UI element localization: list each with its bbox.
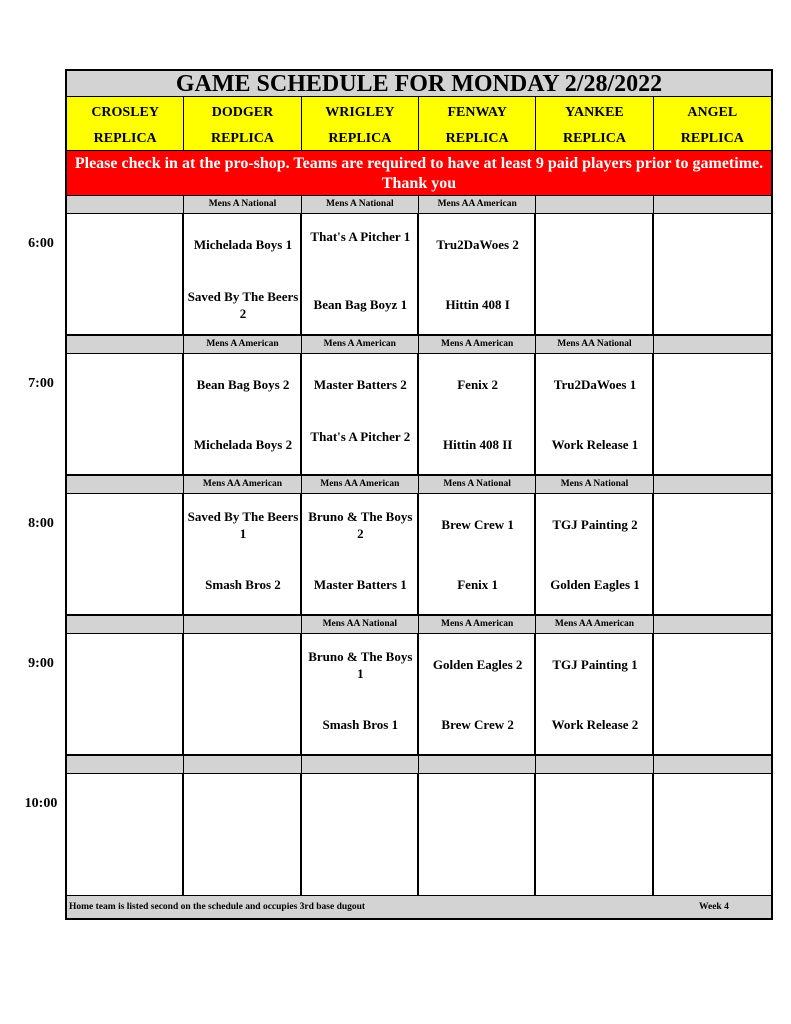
home-team: Fenix 1 bbox=[457, 577, 499, 592]
division-label: Mens AA National bbox=[536, 336, 653, 353]
game-cell bbox=[67, 494, 184, 614]
home-team: Hittin 408 II bbox=[442, 437, 513, 452]
field-header bbox=[419, 97, 536, 150]
division-label: Mens AA American bbox=[302, 476, 419, 493]
division-label bbox=[67, 336, 184, 353]
home-team: Hittin 408 I bbox=[445, 297, 510, 312]
time-label: 10:00 bbox=[24, 796, 58, 811]
game-cell bbox=[302, 214, 419, 334]
division-label bbox=[419, 756, 536, 773]
away-team: TGJ Painting 2 bbox=[552, 517, 638, 532]
game-block bbox=[67, 634, 771, 756]
game-cell bbox=[67, 214, 184, 334]
time-label: 6:00 bbox=[28, 236, 54, 251]
checkin-notice: Please check in at the pro-shop. Teams are required to have at least 9 paid players prior to gametime. Thank you bbox=[67, 150, 771, 196]
field-header bbox=[536, 97, 653, 150]
game-block bbox=[67, 214, 771, 336]
home-team: Work Release 2 bbox=[551, 717, 639, 732]
away-team: Master Batters 2 bbox=[313, 377, 407, 392]
game-cell bbox=[302, 774, 419, 895]
division-label bbox=[67, 756, 184, 773]
field-subtitle: REPLICA bbox=[93, 131, 157, 146]
game-block bbox=[67, 354, 771, 476]
division-label: Mens A National bbox=[536, 476, 653, 493]
field-name: FENWAY bbox=[447, 105, 507, 120]
away-team: That's A Pitcher 1 bbox=[310, 229, 411, 244]
game-cell bbox=[536, 354, 653, 474]
division-label bbox=[536, 196, 653, 213]
division-label: Mens AA American bbox=[536, 616, 653, 633]
game-cell bbox=[302, 494, 419, 614]
division-label: Mens A National bbox=[419, 476, 536, 493]
home-team: Saved By The Beers 2 bbox=[187, 289, 299, 321]
division-label bbox=[654, 476, 771, 493]
division-label bbox=[654, 196, 771, 213]
field-name: YANKEE bbox=[565, 105, 624, 120]
field-name: ANGEL bbox=[687, 105, 738, 120]
division-label bbox=[67, 476, 184, 493]
field-header bbox=[67, 97, 184, 150]
division-label: Mens A American bbox=[419, 336, 536, 353]
game-cell bbox=[419, 214, 536, 334]
away-team: Bruno & The Boys 2 bbox=[308, 509, 413, 541]
home-team: That's A Pitcher 2 bbox=[310, 429, 411, 444]
game-cell bbox=[184, 214, 301, 334]
game-cell bbox=[184, 634, 301, 754]
game-cell bbox=[536, 774, 653, 895]
game-cell bbox=[302, 634, 419, 754]
division-label: Mens A National bbox=[184, 196, 301, 213]
field-header bbox=[184, 97, 301, 150]
game-cell bbox=[67, 354, 184, 474]
field-header bbox=[654, 97, 771, 150]
division-label: Mens AA American bbox=[184, 476, 301, 493]
game-block bbox=[67, 774, 771, 895]
away-team: Bean Bag Boys 2 bbox=[196, 377, 290, 392]
away-team: Fenix 2 bbox=[457, 377, 499, 392]
field-name: DODGER bbox=[211, 105, 274, 120]
division-row bbox=[67, 476, 771, 494]
home-team: Smash Bros 1 bbox=[322, 717, 399, 732]
game-cell bbox=[419, 774, 536, 895]
game-cell bbox=[67, 634, 184, 754]
division-label: Mens A American bbox=[419, 616, 536, 633]
time-label: 7:00 bbox=[28, 376, 54, 391]
page-title: GAME SCHEDULE FOR MONDAY 2/28/2022 bbox=[67, 71, 771, 97]
field-header bbox=[302, 97, 419, 150]
game-cell bbox=[536, 634, 653, 754]
away-team: Golden Eagles 2 bbox=[432, 657, 523, 672]
field-subtitle: REPLICA bbox=[562, 131, 626, 146]
schedule-sheet bbox=[65, 69, 773, 920]
field-name: CROSLEY bbox=[91, 105, 159, 120]
game-block bbox=[67, 494, 771, 616]
home-team: Bean Bag Boyz 1 bbox=[313, 297, 408, 312]
game-cell bbox=[184, 774, 301, 895]
field-subtitle: REPLICA bbox=[210, 131, 274, 146]
game-cell bbox=[654, 774, 771, 895]
game-cell bbox=[419, 634, 536, 754]
division-row bbox=[67, 196, 771, 214]
division-label bbox=[302, 756, 419, 773]
division-label bbox=[536, 756, 653, 773]
away-team: Tru2DaWoes 2 bbox=[436, 237, 519, 252]
week-label: Week 4 bbox=[699, 902, 729, 912]
division-label bbox=[654, 336, 771, 353]
division-label bbox=[67, 616, 184, 633]
field-subtitle: REPLICA bbox=[328, 131, 392, 146]
away-team: Saved By The Beers 1 bbox=[187, 509, 299, 541]
field-subtitle: REPLICA bbox=[445, 131, 509, 146]
field-name: WRIGLEY bbox=[325, 105, 395, 120]
division-label: Mens A American bbox=[302, 336, 419, 353]
home-team: Master Batters 1 bbox=[313, 577, 407, 592]
away-team: Tru2DaWoes 1 bbox=[553, 377, 637, 392]
home-team: Brew Crew 2 bbox=[441, 717, 514, 732]
away-team: TGJ Painting 1 bbox=[552, 657, 638, 672]
game-cell bbox=[184, 354, 301, 474]
division-label bbox=[184, 616, 301, 633]
game-cell bbox=[419, 354, 536, 474]
division-row bbox=[67, 336, 771, 354]
game-cell bbox=[302, 354, 419, 474]
home-team-note: Home team is listed second on the schedule and occupies 3rd base dugout bbox=[69, 902, 366, 912]
field-subtitle: REPLICA bbox=[680, 131, 744, 146]
time-label: 9:00 bbox=[28, 656, 54, 671]
division-row bbox=[67, 616, 771, 634]
division-label bbox=[184, 756, 301, 773]
division-label bbox=[654, 616, 771, 633]
footer bbox=[67, 895, 771, 918]
time-label: 8:00 bbox=[28, 516, 54, 531]
game-cell bbox=[419, 494, 536, 614]
game-cell bbox=[67, 774, 184, 895]
game-cell bbox=[654, 354, 771, 474]
division-label: Mens AA National bbox=[302, 616, 419, 633]
division-label bbox=[654, 756, 771, 773]
game-cell bbox=[654, 494, 771, 614]
home-team: Work Release 1 bbox=[551, 437, 639, 452]
game-cell bbox=[536, 214, 653, 334]
division-label: Mens AA American bbox=[419, 196, 536, 213]
game-cell bbox=[536, 494, 653, 614]
away-team: Michelada Boys 1 bbox=[193, 237, 293, 252]
home-team: Golden Eagles 1 bbox=[550, 577, 640, 592]
home-team: Michelada Boys 2 bbox=[193, 437, 293, 452]
division-row bbox=[67, 756, 771, 774]
division-label: Mens A American bbox=[184, 336, 301, 353]
game-cell bbox=[654, 214, 771, 334]
game-cell bbox=[184, 494, 301, 614]
home-team: Smash Bros 2 bbox=[205, 577, 281, 592]
division-label: Mens A National bbox=[302, 196, 419, 213]
away-team: Brew Crew 1 bbox=[441, 517, 514, 532]
away-team: Bruno & The Boys 1 bbox=[308, 649, 413, 681]
game-cell bbox=[654, 634, 771, 754]
division-label bbox=[67, 196, 184, 213]
